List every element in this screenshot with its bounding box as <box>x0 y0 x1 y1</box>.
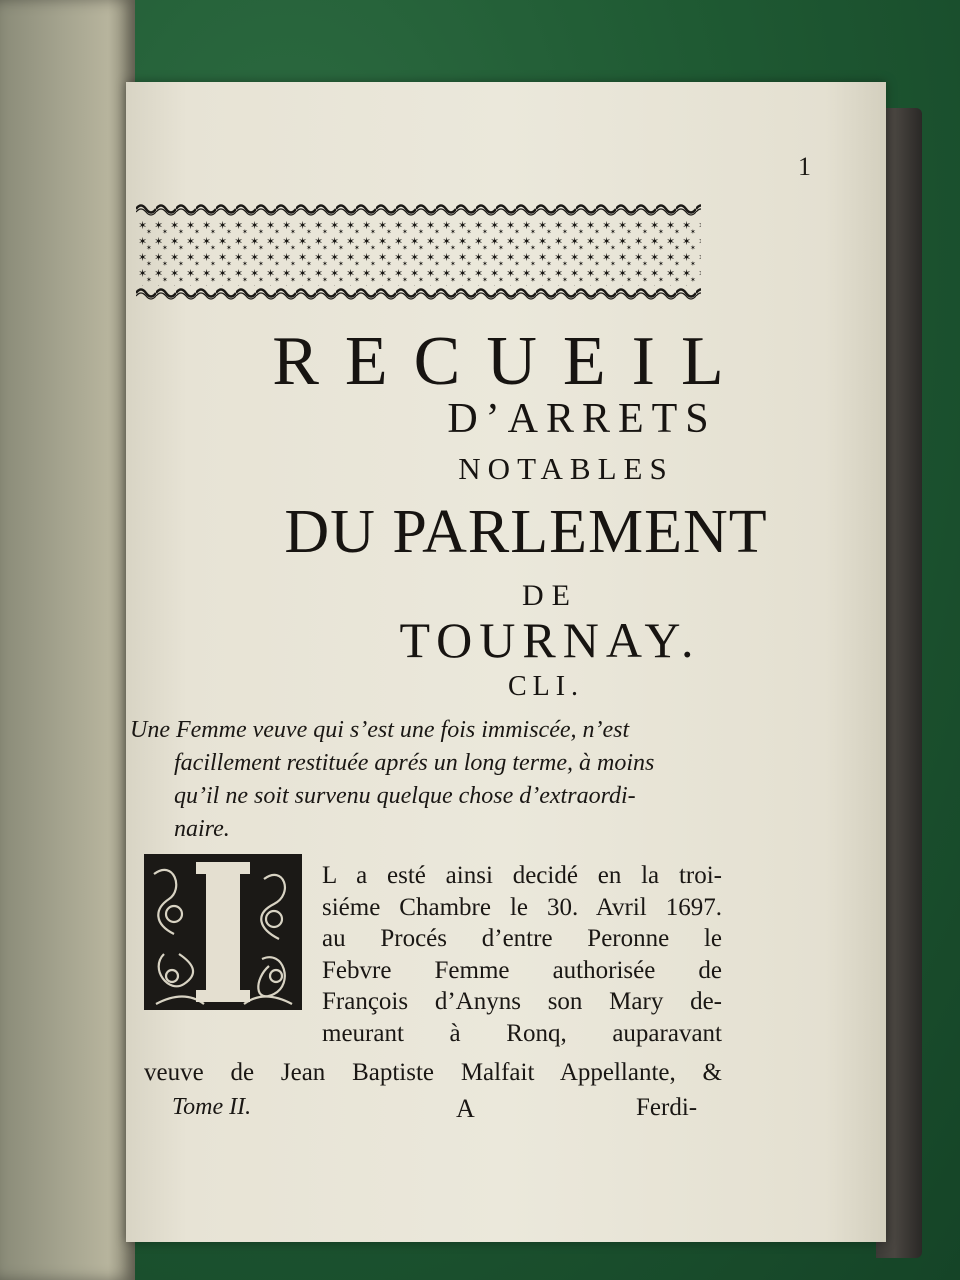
facing-page-left <box>0 0 135 1280</box>
body-line-full-width: veuve de Jean Baptiste Malfait Appellante, & <box>144 1059 722 1086</box>
body-line: meurant à Ronq, auparavant <box>322 1019 722 1047</box>
body-line: au Procés d’entre Peronne le <box>322 925 722 952</box>
body-line: siéme Chambre le 30. Avril 1697. <box>322 893 722 921</box>
title-tournay: TOURNAY. <box>399 612 701 668</box>
page-number: 1 <box>798 152 811 181</box>
decorated-initial-I <box>144 854 302 1010</box>
summary-line: facillement restituée aprés un long terme, à moins <box>174 750 655 776</box>
body-line: L a esté ainsi decidé en la troi- <box>322 862 722 889</box>
summary-line: Une Femme veuve qui s’est une fois immiscée, n’est <box>130 717 630 743</box>
footer-signature-mark: A <box>456 1094 475 1123</box>
title-de: DE <box>522 579 578 612</box>
title-recueil: RECUEIL <box>272 323 750 400</box>
footer-catchword: Ferdi- <box>636 1094 698 1121</box>
book-page <box>126 82 886 1242</box>
body-line: Febvre Femme authorisée de <box>322 956 722 984</box>
body-line: François d’Anyns son Mary de- <box>322 988 722 1015</box>
body-text-beside-initial <box>322 860 722 1049</box>
summary-line: qu’il ne soit survenu quelque chose d’extraordi- <box>174 783 636 809</box>
section-number: CLI. <box>507 671 585 702</box>
title-d-arrets: D’ARRETS <box>447 396 717 442</box>
section-summary <box>130 714 730 846</box>
title-notables: NOTABLES <box>458 451 674 486</box>
summary-line: naire. <box>174 816 230 842</box>
title-du-parlement: DU PARLEMENT <box>284 498 768 566</box>
ornamental-headpiece <box>136 202 701 302</box>
footer-volume: Tome II. <box>172 1094 252 1120</box>
